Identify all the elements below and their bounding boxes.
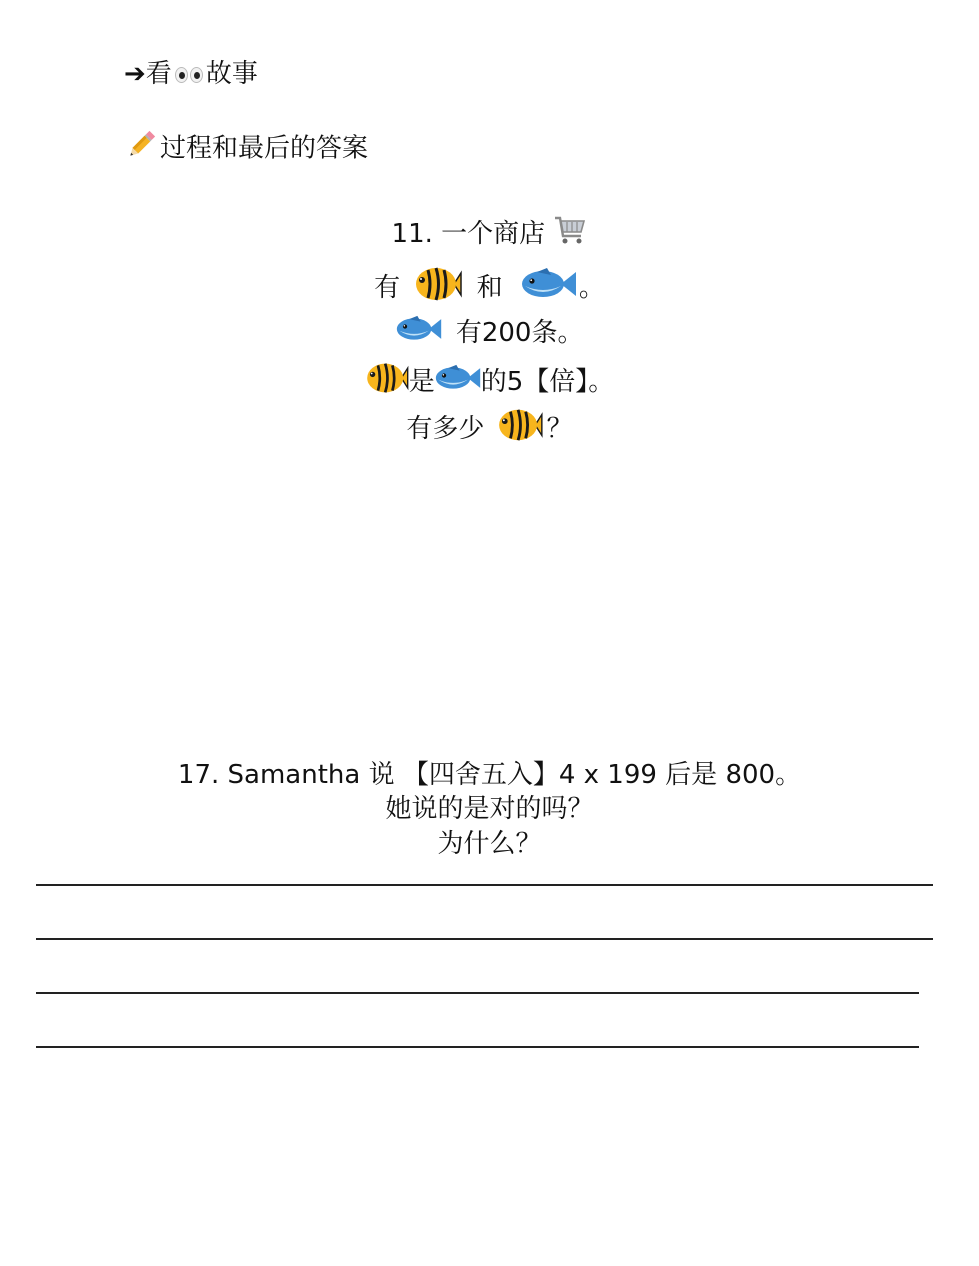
q11-title bbox=[0, 214, 979, 255]
instruction-read-story bbox=[124, 58, 258, 90]
shopping-cart-icon bbox=[553, 214, 587, 255]
q11-times-text: 的5【倍】。 bbox=[480, 367, 615, 397]
blue-fish-icon bbox=[396, 314, 442, 353]
blue-fish-icon bbox=[521, 266, 577, 311]
tropical-fish-icon bbox=[365, 360, 409, 405]
blue-fish-icon bbox=[435, 363, 481, 402]
instruction-show-work bbox=[124, 128, 368, 170]
q11-is: 是 bbox=[408, 367, 435, 397]
q11-and: 和 bbox=[476, 273, 503, 303]
pencil-icon bbox=[124, 128, 158, 170]
q11-count-text: 有200条。 bbox=[455, 318, 584, 348]
q11-period: 。 bbox=[578, 273, 605, 303]
answer-line[interactable] bbox=[36, 938, 933, 940]
answer-line[interactable] bbox=[36, 1046, 919, 1048]
story-label: 故事 bbox=[205, 59, 258, 89]
eyes-icon bbox=[173, 65, 205, 85]
q11-has: 有 bbox=[374, 273, 401, 303]
answer-line[interactable] bbox=[36, 884, 933, 886]
tropical-fish-icon bbox=[497, 406, 543, 453]
q11-title-text: 11. 一个商店 bbox=[391, 219, 546, 249]
q11-line2 bbox=[0, 264, 979, 313]
q11-line4 bbox=[0, 360, 979, 405]
q17-line3: 为什么？ bbox=[437, 829, 542, 859]
show-work-label: 过程和最后的答案 bbox=[160, 133, 369, 164]
q11-question-mark: ？ bbox=[546, 414, 573, 444]
q17-line2: 她说的是对的吗？ bbox=[385, 794, 594, 824]
q11-how-many: 有多少 bbox=[406, 414, 485, 444]
q11-line5 bbox=[0, 406, 979, 453]
arrow-glyph: ➔ bbox=[124, 59, 146, 89]
q11-line3 bbox=[0, 314, 979, 353]
tropical-fish-icon bbox=[414, 264, 462, 313]
answer-line[interactable] bbox=[36, 992, 919, 994]
read-label: 看 bbox=[145, 59, 172, 89]
q17-line1: 17. Samantha 说 【四舍五入】4 x 199 后是 800。 bbox=[177, 760, 802, 790]
